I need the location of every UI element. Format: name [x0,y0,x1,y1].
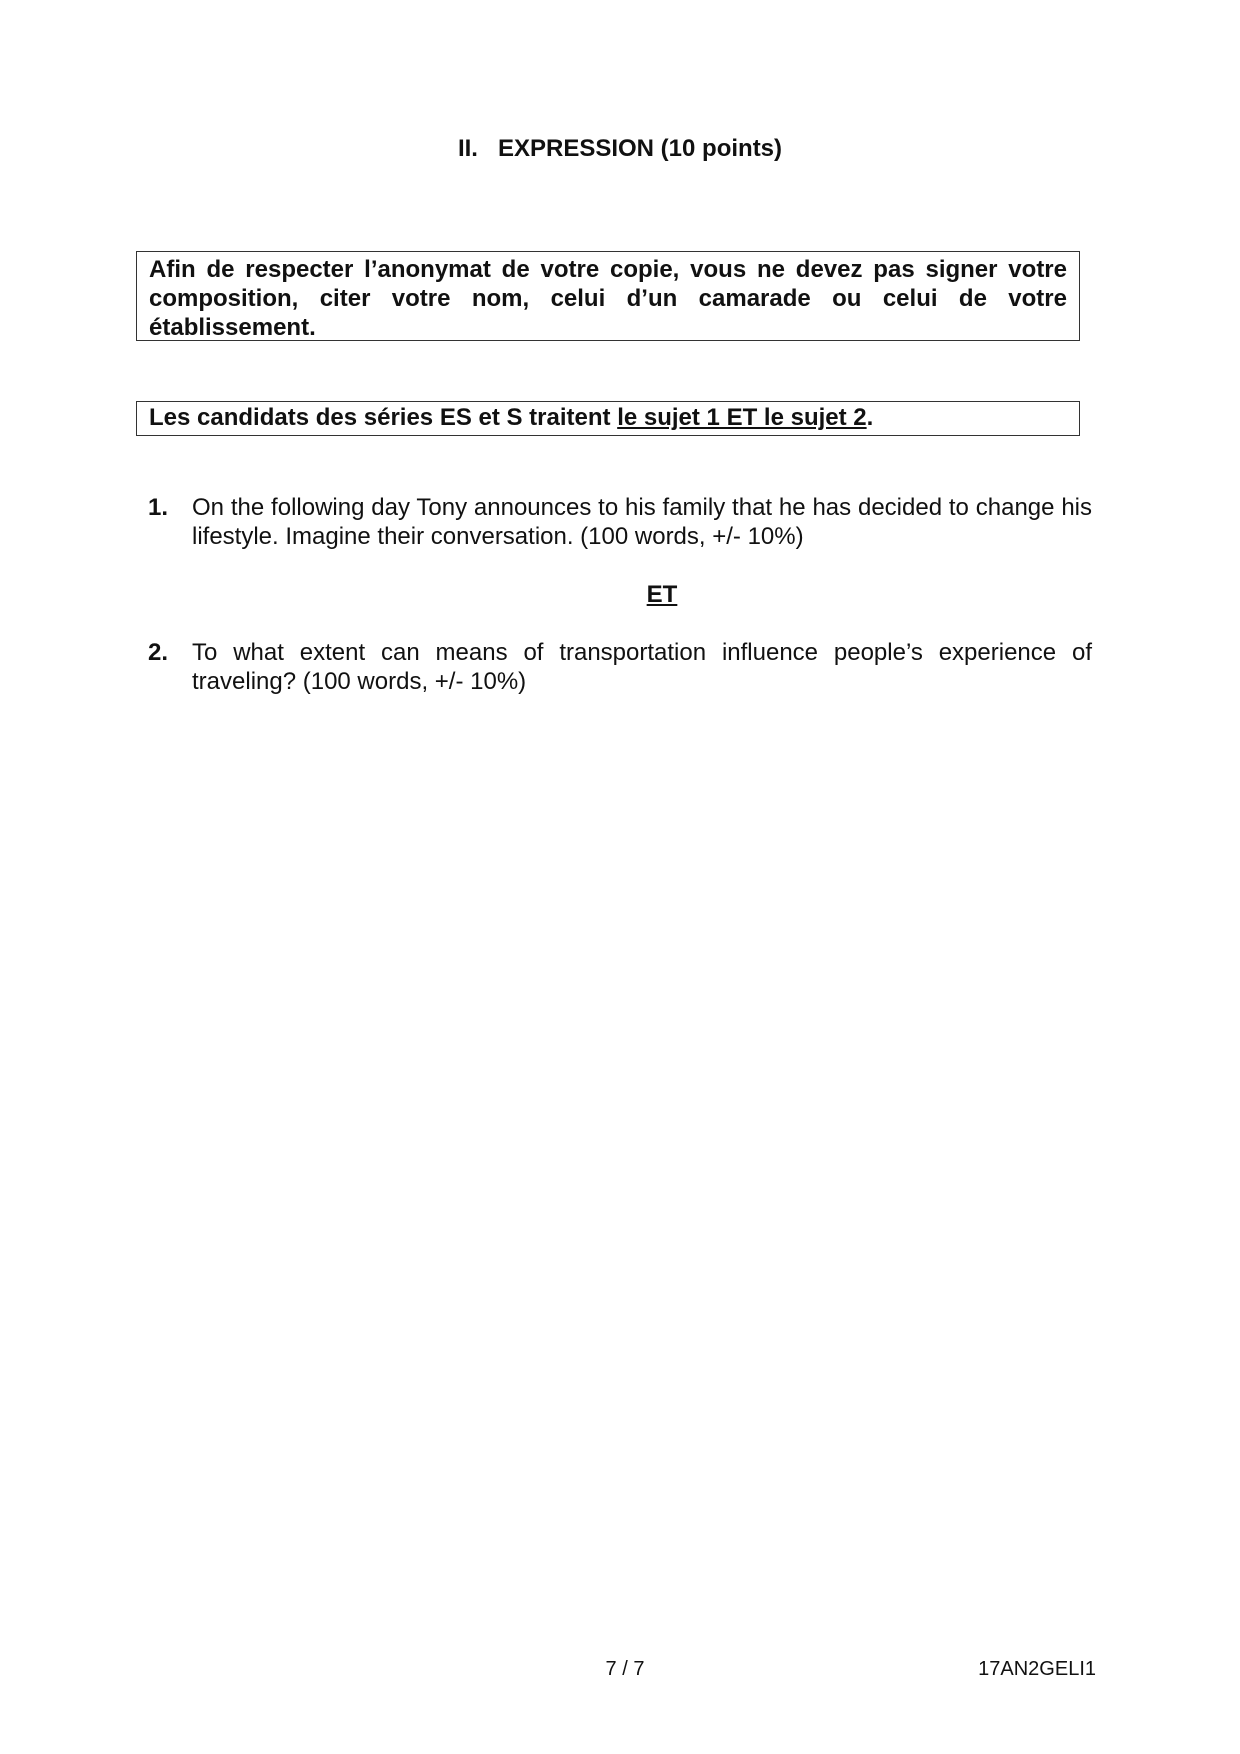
instruction-box [136,401,1080,436]
question-number: 2. [148,639,169,666]
document-code: 17AN2GELI1 [978,1658,1096,1680]
page-title [0,134,1240,164]
instruction-underlined: le sujet 1 ET le sujet 2 [617,404,867,431]
anonymity-notice-text: Afin de respecter l’anonymat de votre copie, vous ne devez pas signer votre composition, citer votre nom, celui d’un camarade ou celui de votre établissement. [149,256,1067,341]
anonymity-notice [136,251,1080,341]
page-number: 7 / 7 [605,1658,645,1680]
section-title: EXPRESSION (10 points) [497,135,783,162]
question-text: On the following day Tony announces to his family that he has decided to change his lifestyle. Imagine their conversation. (100 words, +/- 10%) [192,494,1092,550]
question-number: 1. [148,494,169,521]
question-1 [148,493,1096,551]
instruction-prefix: Les candidats des séries ES et S traitent [149,404,618,431]
connector-et [0,580,1240,610]
connector-text: ET [646,581,678,608]
question-2 [148,638,1096,696]
section-number: II. [457,135,478,162]
question-text: To what extent can means of transportation influence people’s experience of traveling? (100 words, +/- 10%) [192,639,1092,695]
instruction-suffix: . [866,404,874,431]
